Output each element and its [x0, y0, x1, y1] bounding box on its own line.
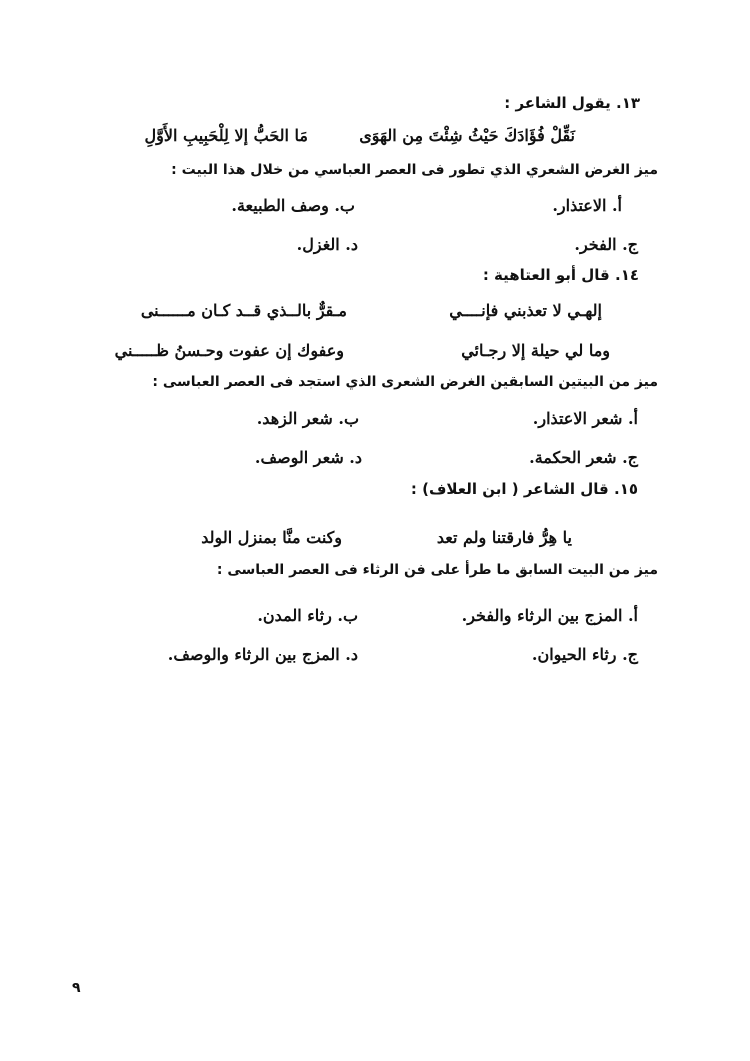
q15-option-a: أ. المزج بين الرثاء والفخر. [461, 606, 638, 625]
page-number: ٩ [72, 980, 81, 996]
q13-option-d: د. الغزل. [296, 235, 358, 254]
q14-option-b: ب. شعر الزهد. [256, 409, 359, 428]
q13-verse-second-hemistich: مَا الحَبُّ إلا لِلْحَبِيبِ الأَوَّلِ [144, 126, 308, 145]
q13-option-b: ب. وصف الطبيعة. [231, 196, 355, 215]
q13-verse-first-hemistich: نَقِّلْ فُؤَادَكَ حَيْثُ شِئْتَ مِن الهَوَى [359, 126, 575, 145]
q15-title: ١٥. قال الشاعر ( ابن العلاف) : [410, 480, 638, 498]
q15-verse-second-hemistich: وكنت منَّا بمنزل الولد [201, 528, 342, 547]
q14-title: ١٤. قال أبو العتاهية : [482, 266, 639, 284]
q14-verse2-first-hemistich: وما لي حيلة إلا رجـائي [461, 341, 610, 360]
q14-verse2-second-hemistich: وعفوك إن عفوت وحـسنُ ظـــــني [114, 341, 344, 360]
q15-option-c: ج. رثاء الحيوان. [531, 645, 638, 664]
q14-option-c: ج. شعر الحكمة. [529, 448, 638, 467]
q13-title: ١٣. يقول الشاعر : [504, 94, 640, 112]
q13-option-a: أ. الاعتذار. [552, 196, 622, 215]
q15-option-b: ب. رثاء المدن. [257, 606, 358, 625]
q14-option-a: أ. شعر الاعتذار. [532, 409, 638, 428]
q15-verse-first-hemistich: يا هِرُّ فارقتنا ولم تعد [436, 528, 572, 547]
q15-option-d: د. المزج بين الرثاء والوصف. [167, 645, 358, 664]
q13-option-c: ج. الفخر. [574, 235, 638, 254]
q15-question-prompt: ميز من البيت السابق ما طرأ على فن الرثاء فى العصر العباسى : [216, 562, 658, 578]
q14-option-d: د. شعر الوصف. [254, 448, 362, 467]
q13-question-prompt: ميز الغرض الشعري الذي تطور فى العصر العباسي من خلال هذا البيت : [171, 162, 658, 178]
q14-question-prompt: ميز من البيتين السابقين الغرض الشعرى الذي استجد فى العصر العباسى : [152, 374, 658, 390]
q14-verse1-first-hemistich: إلهـي لا تعذبني فإنــــي [449, 301, 602, 320]
q14-verse1-second-hemistich: مـقرٌّ بالــذي قــد كـان مــــــنى [140, 301, 347, 320]
